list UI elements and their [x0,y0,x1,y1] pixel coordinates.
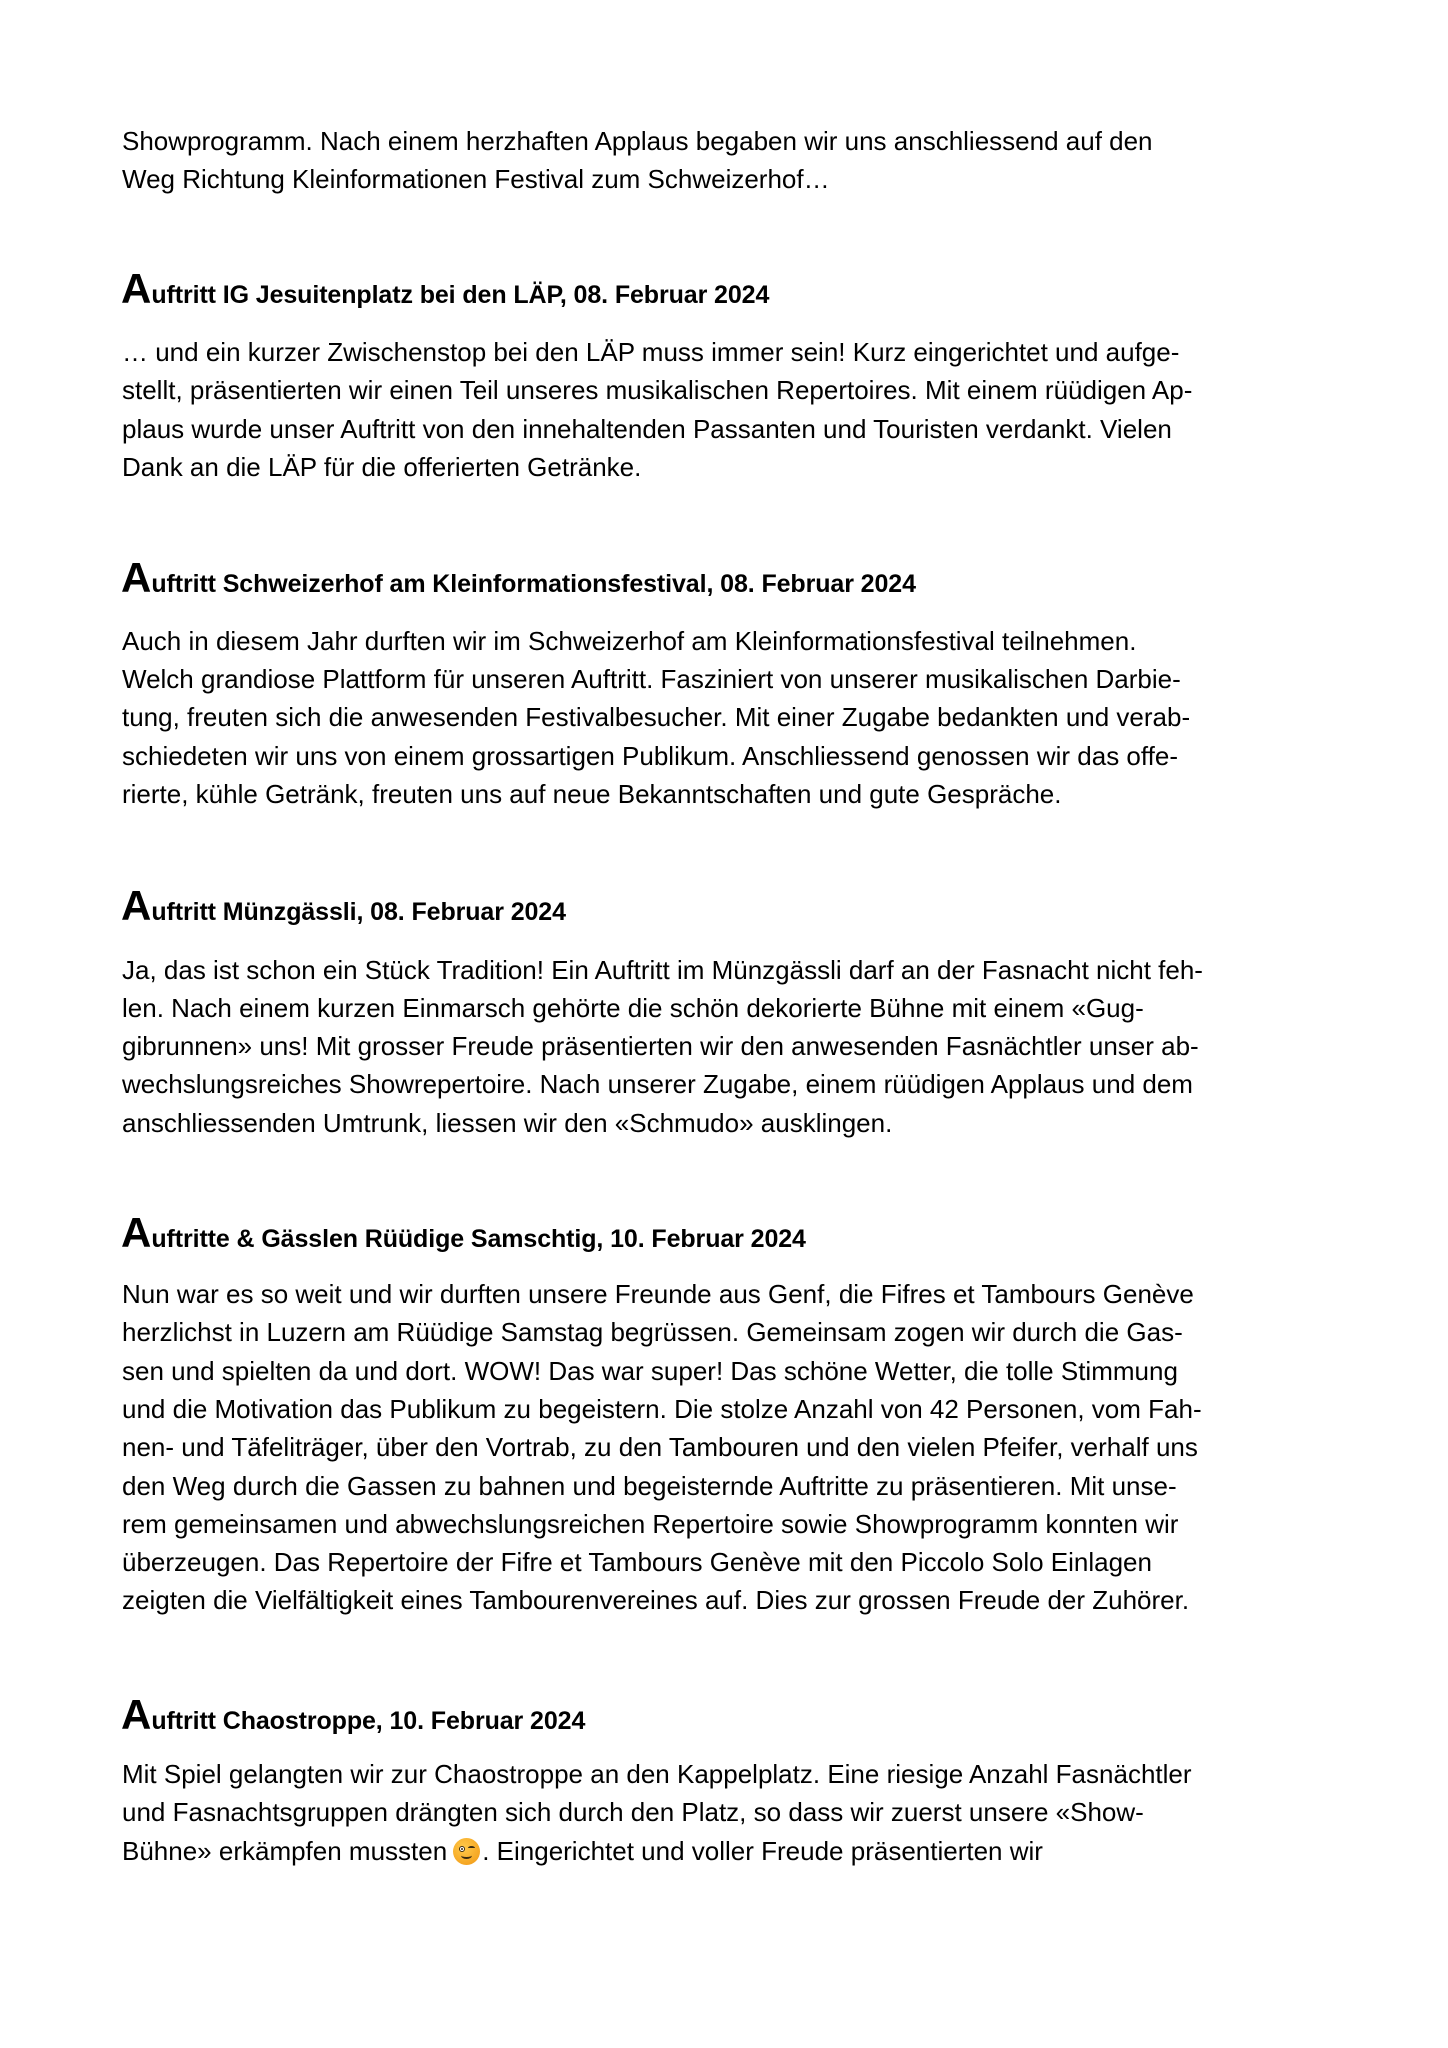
paragraph-line: sen und spielten da und dort. WOW! Das war super! Das schöne Wetter, die tolle Stimmung [122,1356,1178,1386]
paragraph-line: Dank an die LÄP für die offerierten Getränke. [122,452,642,482]
heading-initial: A [121,882,152,929]
section-heading [121,1209,806,1264]
paragraph-line: rierte, kühle Getränk, freuten uns auf neue Bekanntschaften und gute Gespräche. [122,779,1062,809]
paragraph-line: den Weg durch die Gassen zu bahnen und begeisternde Auftritte zu präsentieren. Mit unse- [122,1471,1177,1501]
paragraph-line: Ja, das ist schon ein Stück Tradition! Ein Auftritt im Münzgässli darf an der Fasnacht nicht feh- [122,955,1203,985]
section-heading [121,554,916,609]
paragraph-line: len. Nach einem kurzen Einmarsch gehörte die schön dekorierte Bühne mit einem «Gug- [122,993,1144,1023]
heading-text: uftritt IG Jesuitenplatz bei den LÄP, 08. Februar 2024 [151,281,770,309]
section-heading [121,1691,586,1746]
paragraph-line: Nun war es so weit und wir durften unsere Freunde aus Genf, die Fifres et Tambours Genève [122,1279,1194,1309]
intro-line: Showprogramm. Nach einem herzhaften Applaus begaben wir uns anschliessend auf den [122,126,1153,156]
paragraph-line: Mit Spiel gelangten wir zur Chaostroppe an den Kappelplatz. Eine riesige Anzahl Fasnächtler [122,1759,1192,1789]
heading-text: uftritt Münzgässli, 08. Februar 2024 [151,898,566,926]
paragraph-line: nen- und Täfeliträger, über den Vortrab, zu den Tambouren und den vielen Pfeifer, verhalf uns [122,1432,1198,1462]
intro-line: Weg Richtung Kleinformationen Festival zum Schweizerhof… [122,164,830,194]
paragraph-line: und die Motivation das Publikum zu begeistern. Die stolze Anzahl von 42 Personen, vom Fah- [122,1394,1202,1424]
paragraph-text: . Eingerichtet und voller Freude präsentierten wir [482,1836,1043,1866]
paragraph-text: Bühne» erkämpfen mussten [122,1836,448,1866]
heading-text: uftritt Schweizerhof am Kleinformationsfestival, 08. Februar 2024 [151,570,916,598]
heading-initial: A [121,554,152,601]
paragraph-line: Welch grandiose Plattform für unseren Auftritt. Fasziniert von unserer musikalischen Darbie- [122,664,1181,694]
paragraph-line: stellt, präsentierten wir einen Teil unseres musikalischen Repertoires. Mit einem rüüdigen Ap- [122,375,1193,405]
paragraph-line: Auch in diesem Jahr durften wir im Schweizerhof am Kleinformationsfestival teilnehmen. [122,626,1137,656]
paragraph-line: tung, freuten sich die anwesenden Festivalbesucher. Mit einer Zugabe bedankten und verab- [122,702,1191,732]
heading-text: uftritte & Gässlen Rüüdige Samschtig, 10. Februar 2024 [151,1225,806,1253]
heading-initial: A [121,265,152,312]
paragraph-line: … und ein kurzer Zwischenstop bei den LÄP muss immer sein! Kurz eingerichtet und aufge- [122,337,1180,367]
paragraph-line: gibrunnen» uns! Mit grosser Freude präsentierten wir den anwesenden Fasnächtler unser ab- [122,1031,1199,1061]
paragraph-line-with-emoji [122,1838,1043,1865]
section-heading [121,265,770,320]
winking-face-icon [453,1838,480,1865]
paragraph-line: herzlichst in Luzern am Rüüdige Samstag begrüssen. Gemeinsam zogen wir durch die Gas- [122,1317,1183,1347]
heading-text: uftritt Chaostroppe, 10. Februar 2024 [151,1707,586,1735]
paragraph-line: rem gemeinsamen und abwechslungsreichen Repertoire sowie Showprogramm konnten wir [122,1509,1179,1539]
paragraph-line: anschliessenden Umtrunk, liessen wir den «Schmudo» ausklingen. [122,1108,893,1138]
section-heading [121,882,566,937]
paragraph-line: schiedeten wir uns von einem grossartigen Publikum. Anschliessend genossen wir das offe- [122,741,1178,771]
paragraph-line: überzeugen. Das Repertoire der Fifre et Tambours Genève mit den Piccolo Solo Einlagen [122,1547,1152,1577]
paragraph-line: und Fasnachtsgruppen drängten sich durch den Platz, so dass wir zuerst unsere «Show- [122,1797,1144,1827]
heading-initial: A [121,1209,152,1256]
heading-initial: A [121,1691,152,1738]
paragraph-line: zeigten die Vielfältigkeit eines Tambourenvereines auf. Dies zur grossen Freude der Zuhörer. [122,1585,1190,1615]
paragraph-line: wechslungsreiches Showrepertoire. Nach unserer Zugabe, einem rüüdigen Applaus und dem [122,1069,1193,1099]
paragraph-line: plaus wurde unser Auftritt von den innehaltenden Passanten und Touristen verdankt. Vielen [122,414,1172,444]
